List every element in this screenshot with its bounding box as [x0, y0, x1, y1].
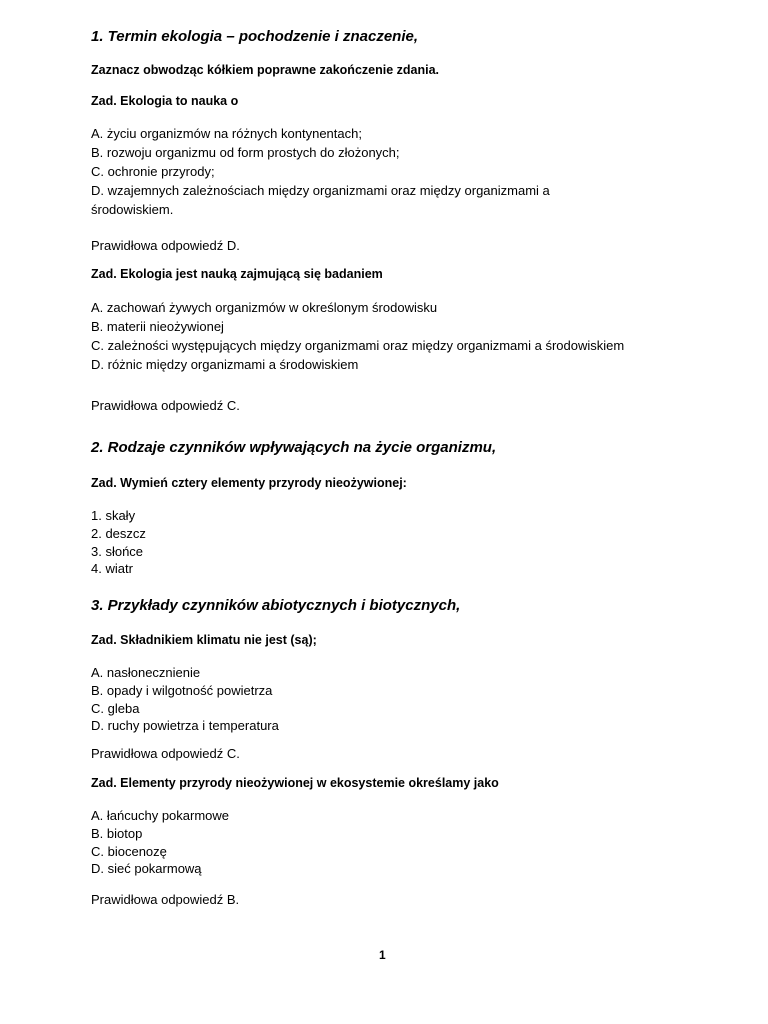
section-1-heading: 1. Termin ekologia – pochodzenie i znaczenie, [91, 28, 419, 45]
option: A. zachowań żywych organizmów w określonym środowisku [91, 300, 438, 315]
option: D. sieć pokarmową [91, 861, 202, 877]
option: C. ochronie przyrody; [91, 164, 215, 179]
section-1-instruction: Zaznacz obwodząc kółkiem poprawne zakończenie zdania. [91, 63, 440, 77]
option-continuation: środowiskiem. [91, 202, 174, 217]
question-3-1-answer: Prawidłowa odpowiedź C. [91, 746, 240, 761]
question-2-1-items [91, 507, 146, 578]
question-1-2-options [91, 298, 624, 374]
option: B. rozwoju organizmu od form prostych do złożonych; [91, 145, 400, 160]
option: C. zależności występujących między organizmami oraz między organizmami a środowiskiem [91, 338, 625, 353]
page-number: 1 [379, 948, 386, 962]
option: D. różnic między organizmami a środowiskiem [91, 357, 359, 372]
option: C. biocenozę [91, 843, 167, 859]
list-item: 1. skały [91, 508, 136, 523]
list-item: 4. wiatr [91, 561, 133, 577]
question-3-2-answer: Prawidłowa odpowiedź B. [91, 892, 240, 907]
option: B. biotop [91, 825, 143, 841]
question-3-2-label: Zad. Elementy przyrody nieożywionej w ekosystemie określamy jako [91, 776, 499, 790]
list-item: 3. słońce [91, 543, 144, 559]
list-item: 2. deszcz [91, 525, 146, 541]
question-1-2-label: Zad. Ekologia jest nauką zajmującą się badaniem [91, 267, 383, 281]
question-1-1-options [91, 124, 550, 219]
section-2-heading: 2. Rodzaje czynników wpływających na życie organizmu, [91, 439, 497, 456]
option: A. nasłonecznienie [91, 665, 201, 680]
option: B. opady i wilgotność powietrza [91, 682, 273, 698]
question-1-2-answer: Prawidłowa odpowiedź C. [91, 398, 240, 413]
question-3-2-options [91, 807, 229, 878]
option: A. życiu organizmów na różnych kontynentach; [91, 126, 362, 141]
option: D. wzajemnych zależnościach między organizmami oraz między organizmami a [91, 183, 550, 198]
question-3-1-options [91, 664, 279, 735]
question-2-1-label: Zad. Wymień cztery elementy przyrody nieożywionej: [91, 476, 407, 490]
section-3-heading: 3. Przykłady czynników abiotycznych i biotycznych, [91, 597, 461, 614]
option: D. ruchy powietrza i temperatura [91, 718, 279, 734]
option: B. materii nieożywionej [91, 319, 224, 334]
option: A. łańcuchy pokarmowe [91, 808, 230, 823]
question-1-1-answer: Prawidłowa odpowiedź D. [91, 238, 240, 253]
option: C. gleba [91, 700, 140, 716]
question-1-1-label: Zad. Ekologia to nauka o [91, 94, 239, 108]
question-3-1-label: Zad. Składnikiem klimatu nie jest (są); [91, 633, 317, 647]
